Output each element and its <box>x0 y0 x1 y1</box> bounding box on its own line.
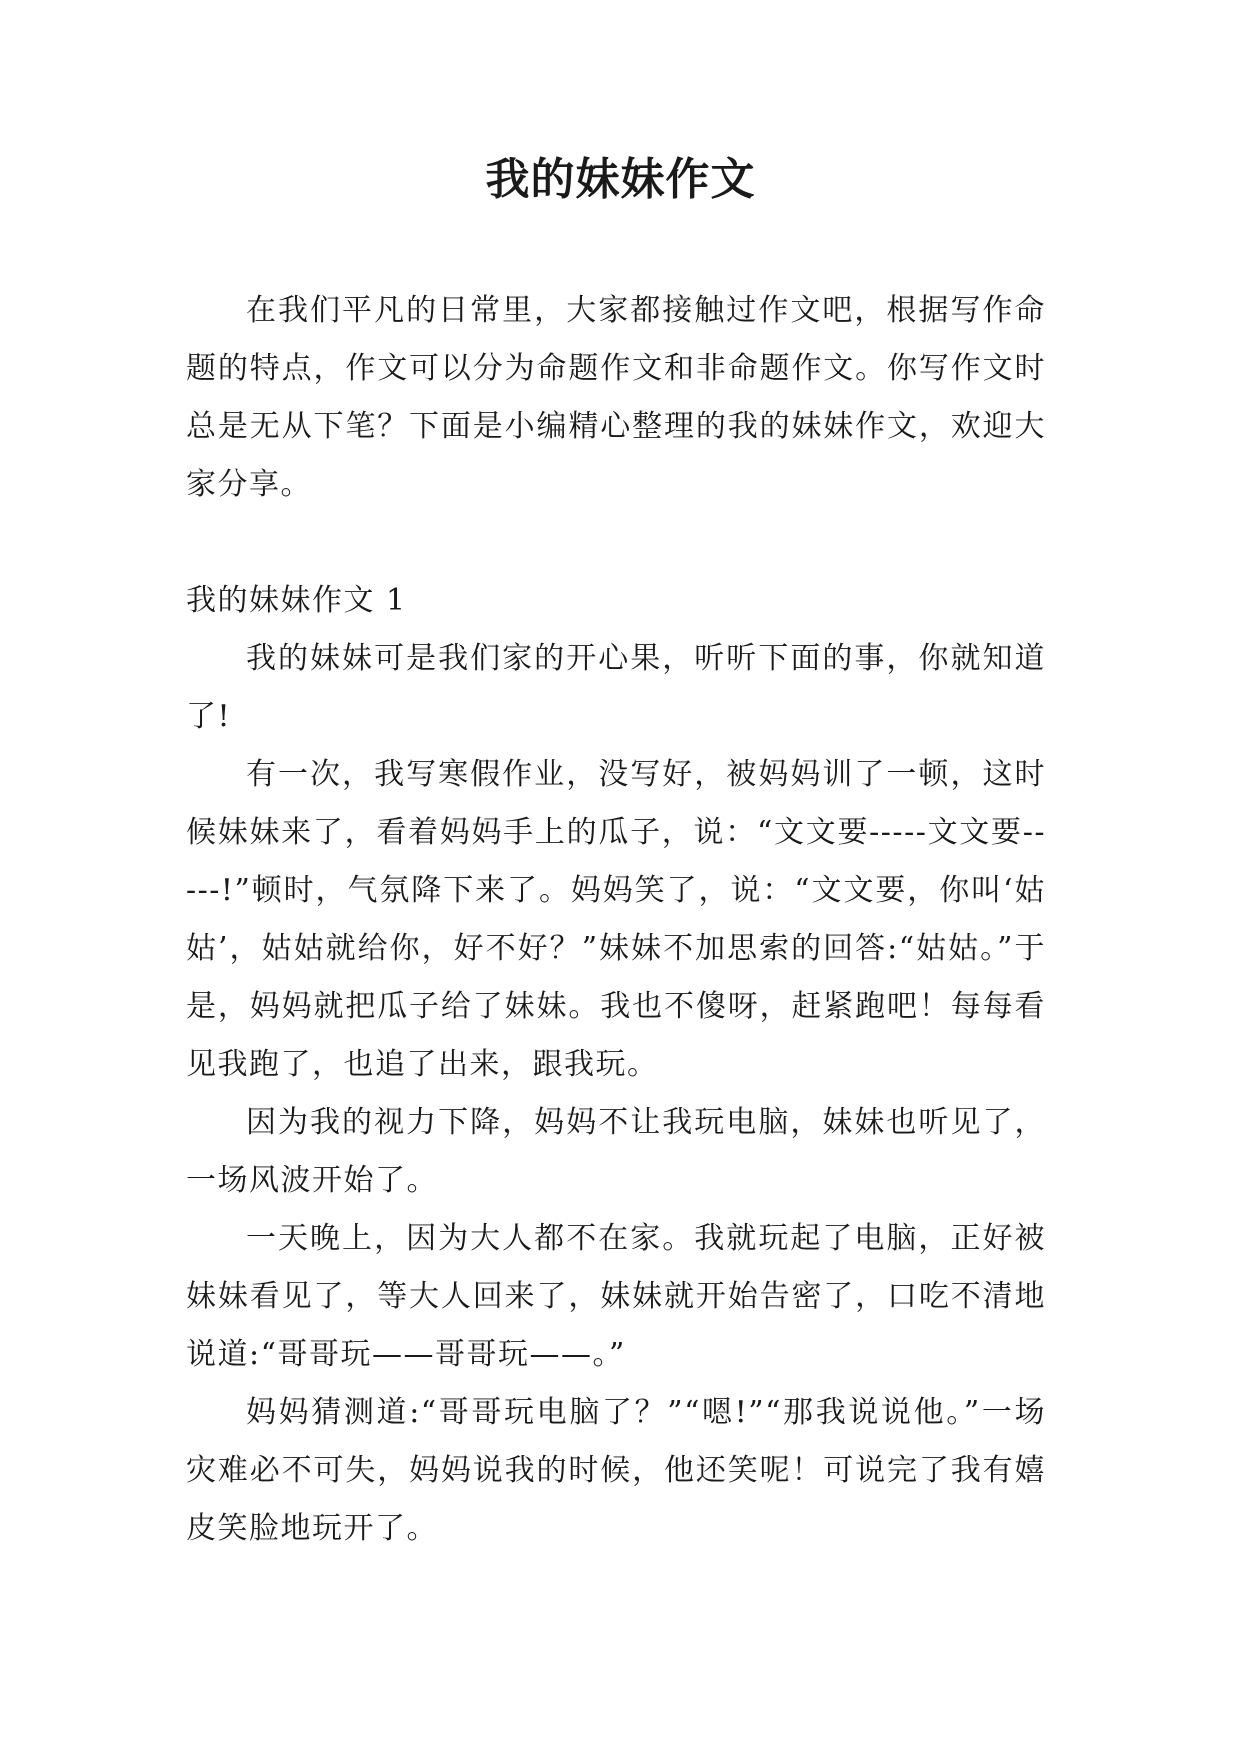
intro-paragraph: 在我们平凡的日常里，大家都接触过作文吧，根据写作命题的特点，作文可以分为命题作文和非命题作文。你写作文时总是无从下笔？下面是小编精心整理的我的妹妹作文，欢迎大家分享。 <box>186 293 1046 502</box>
section-heading: 我的妹妹作文 1 <box>186 583 407 618</box>
body-paragraph: 一天晚上，因为大人都不在家。我就玩起了电脑，正好被妹妹看见了，等大人回来了，妹妹就开始告密了，口吃不清地说道:“哥哥玩——哥哥玩——。” <box>186 1221 1046 1372</box>
paragraph-spacer <box>186 514 1046 572</box>
document-title: 我的妹妹作文 <box>485 154 756 205</box>
body-paragraph: 妈妈猜测道:“哥哥玩电脑了？”“嗯!”“那我说说他。”一场灾难必不可失，妈妈说我的时候，他还笑呢！可说完了我有嬉皮笑脸地玩开了。 <box>186 1395 1046 1546</box>
document-body <box>186 282 1046 1558</box>
body-paragraph: 我的妹妹可是我们家的开心果，听听下面的事，你就知道了! <box>186 641 1046 734</box>
body-paragraph: 有一次，我写寒假作业，没写好，被妈妈训了一顿，这时候妹妹来了，看着妈妈手上的瓜子，说：“文文要-----文文要-----!”顿时，气氛降下来了。妈妈笑了，说：“文文要，你叫‘姑姑’，姑姑就给你，好不好？”妹妹不加思索的回答:“姑姑。”于是，妈妈就把瓜子给了妹妹。我也不傻呀，赶紧跑吧！每每看见我跑了，也追了出来，跟我玩。 <box>186 757 1046 1082</box>
body-paragraph: 因为我的视力下降，妈妈不让我玩电脑，妹妹也听见了，一场风波开始了。 <box>186 1105 1046 1198</box>
